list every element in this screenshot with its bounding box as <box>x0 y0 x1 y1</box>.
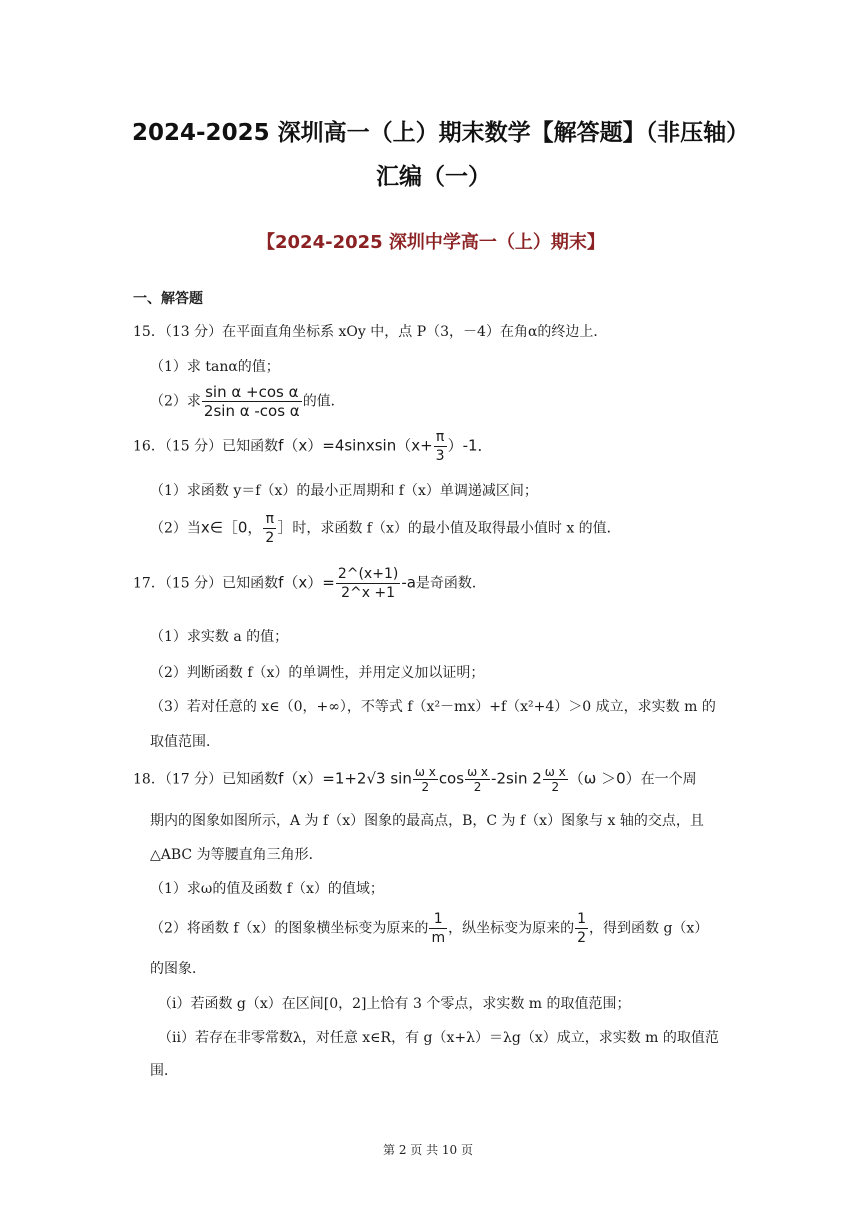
q16-interval-denominator: 2 <box>265 530 275 546</box>
q18-fraction-1 <box>413 765 438 794</box>
q17-part3-continued: 取值范围． <box>150 734 220 750</box>
document-title: 2024-2025 深圳高一（上）期末数学【解答题】（非压轴） <box>132 120 750 146</box>
q18-fraction-1-numerator: ω x <box>414 765 436 779</box>
q16-stem <box>133 428 493 465</box>
q15-part2-prefix: （2）求 <box>150 393 201 410</box>
q15-fraction <box>202 383 302 420</box>
q16-function-right: ）-1． <box>447 436 493 455</box>
q17-stem-prefix: 17．（15 分）已知函数 <box>133 575 279 592</box>
q16-interval-right: ］ <box>277 518 293 537</box>
q15-part1: （1）求 tanα的值； <box>150 359 280 375</box>
q17-fraction-denominator: 2^x +1 <box>341 585 396 601</box>
section-heading: 一、解答题 <box>133 291 203 307</box>
q18-part2-fraction-2 <box>575 910 588 947</box>
q18-function-part-c: -2sin 2 <box>491 769 542 788</box>
q18-fraction-1-denominator: 2 <box>421 780 430 794</box>
q18-stem-prefix: 18．（17 分）已知函数 <box>133 771 279 788</box>
q16-interval-numerator: π <box>263 510 276 529</box>
q17-stem-suffix: 是奇函数． <box>415 575 486 592</box>
q15-fraction-numerator: sin α +cos α <box>202 383 302 402</box>
q17-stem <box>133 565 486 602</box>
q18-part2-continued: 的图象． <box>150 961 206 977</box>
q16-part2-suffix: 时，求函数 f（x）的最小值及取得最小值时 x 的值． <box>292 520 621 537</box>
q17-fraction-numerator: 2^(x+1) <box>337 566 399 582</box>
q18-part2-fraction-1 <box>429 910 447 947</box>
q18-stem-suffix: 在一个周 <box>640 771 697 788</box>
q18-function-part-d: （ω ＞0） <box>568 769 641 788</box>
q18-part2-b: ，纵坐标变为原来的 <box>448 920 575 937</box>
q18-part2-fraction-2-denominator: 2 <box>577 930 586 946</box>
q18-fraction-3-numerator: ω x <box>544 765 566 779</box>
q16-function-left: f（x）=4sinxsin（x+ <box>278 436 433 455</box>
q18-subpart-i: （i）若函数 g（x）在区间[0，2]上恰有 3 个零点，求实数 m 的取值范围； <box>158 996 631 1012</box>
page-footer: 第 2 页 共 10 页 <box>383 1143 473 1157</box>
q16-interval-fraction <box>263 510 276 547</box>
q18-stem-line2: 期内的图象如图所示，A 为 f（x）图象的最高点，B，C 为 f（x）图象与 x 轴的交点，且 <box>150 813 704 829</box>
q17-function-right: -a <box>401 573 416 592</box>
q18-fraction-2 <box>465 765 490 794</box>
q15-part2 <box>150 383 345 420</box>
q18-subpart-ii-continued: 围． <box>150 1063 178 1079</box>
q18-part2-fraction-2-numerator: 1 <box>577 911 586 927</box>
q16-part1: （1）求函数 y＝f（x）的最小正周期和 f（x）单调递减区间； <box>150 483 538 499</box>
q17-part1: （1）求实数 a 的值； <box>150 629 289 645</box>
q16-part2 <box>150 510 621 547</box>
q18-stem-line3: △ABC 为等腰直角三角形． <box>150 847 323 863</box>
q18-part2 <box>150 910 708 947</box>
q18-fraction-3 <box>543 765 568 794</box>
q18-fraction-2-numerator: ω x <box>467 765 489 779</box>
q18-part2-fraction-1-numerator: 1 <box>429 910 447 929</box>
q18-part2-c: ，得到函数 g（x） <box>589 920 709 937</box>
q16-fraction-denominator: 3 <box>435 448 445 464</box>
q18-part2-a: （2）将函数 f（x）的图象横坐标变为原来的 <box>150 920 429 937</box>
q18-fraction-3-denominator: 2 <box>551 780 560 794</box>
q15-fraction-denominator: 2sin α -cos α <box>203 402 300 420</box>
q16-function-fraction <box>434 428 447 465</box>
q18-function-part-a: f（x）=1+2√3 sin <box>278 769 412 788</box>
q18-fraction-2-denominator: 2 <box>473 780 482 794</box>
q16-interval-left: x∈［0， <box>200 518 263 537</box>
q17-part2: （2）判断函数 f（x）的单调性，并用定义加以证明； <box>150 665 485 681</box>
q16-fraction-numerator: π <box>434 428 447 447</box>
q15-stem: 15．（13 分）在平面直角坐标系 xOy 中，点 P（3，－4）在角α的终边上． <box>133 324 608 340</box>
q16-stem-prefix: 16．（15 分）已知函数 <box>133 438 279 455</box>
q16-part2-prefix: （2）当 <box>150 520 201 537</box>
q18-part1: （1）求ω的值及函数 f（x）的值域； <box>150 881 384 897</box>
q18-part2-fraction-1-denominator: m <box>431 930 446 946</box>
q17-function-fraction <box>336 565 400 602</box>
exam-source-heading: 【2024-2025 深圳中学高一（上）期末】 <box>257 232 605 253</box>
document-title-line2: 汇编（一） <box>376 164 491 190</box>
q17-part3: （3）若对任意的 x∈（0，+∞），不等式 f（x²－mx）+f（x²+4）＞0 成立，求实数 m 的 <box>150 699 716 715</box>
q18-stem <box>133 765 697 794</box>
q17-function-left: f（x）= <box>278 573 335 592</box>
q18-subpart-ii: （ii）若存在非零常数λ，对任意 x∈R，有 g（x+λ）＝λg（x）成立，求实数 m 的取值范 <box>158 1030 719 1046</box>
q15-part2-suffix: 的值． <box>302 393 345 410</box>
q18-function-part-b: cos <box>438 769 465 788</box>
